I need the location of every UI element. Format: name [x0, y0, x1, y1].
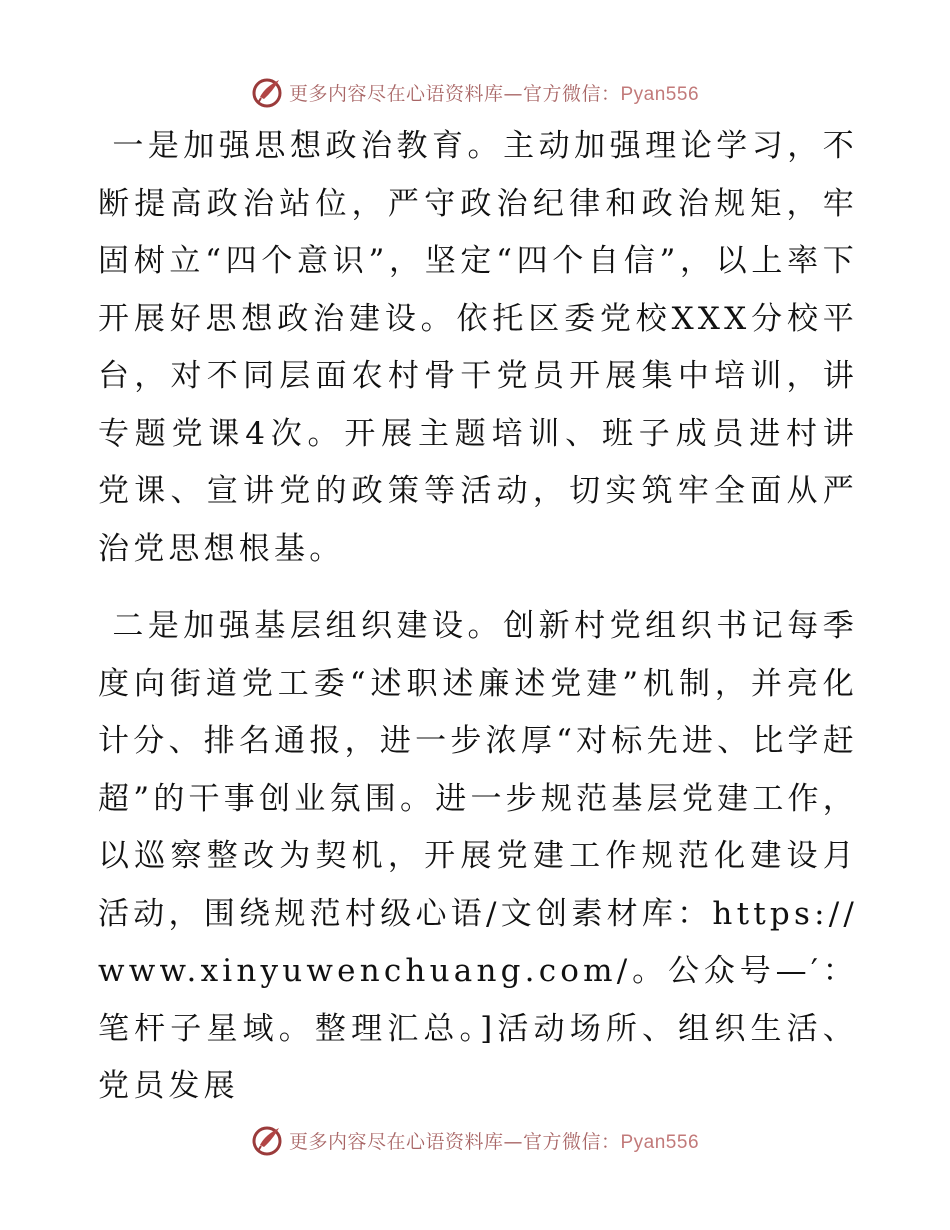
watermark-separator: — [503, 1130, 523, 1153]
watermark-wechat-label: 官方微信： [522, 82, 621, 105]
quill-pen-icon [251, 75, 285, 109]
watermark-text [289, 79, 699, 106]
watermark-text [289, 1127, 699, 1154]
watermark-wechat-label: 官方微信： [522, 1130, 621, 1153]
paragraph-text: 一是加强思想政治教育。主动加强理论学习，不断提高政治站位，严守政治纪律和政治规矩，牢固树立“四个意识”，坚定“四个自信”，以上率下开展好思想政治建设。依托区委党校XXX分校平台，对不同层面农村骨干党员开展集中培训，讲专题党课4次。开展主题培训、班子成员进村讲党课、宣讲党的政策等活动，切实筑牢全面从严治党思想根基。 [98, 128, 858, 567]
watermark-wechat-id: Pyan556 [620, 1131, 700, 1153]
paragraph-thought-education [98, 118, 858, 578]
document-body [98, 118, 858, 1116]
watermark-site-text: 更多内容尽在心语资料库 [288, 1130, 504, 1153]
paragraph-organization-building [98, 598, 858, 1116]
header-watermark [0, 72, 950, 112]
watermark-separator: — [503, 82, 523, 105]
footer-watermark [0, 1120, 950, 1160]
watermark-site-text: 更多内容尽在心语资料库 [288, 82, 504, 105]
quill-pen-icon [251, 1123, 285, 1157]
watermark-wechat-id: Pyan556 [620, 83, 700, 105]
paragraph-text: 二是加强基层组织建设。创新村党组织书记每季度向街道党工委“述职述廉述党建”机制，并亮化计分、排名通报，进一步浓厚“对标先进、比学赶超”的干事创业氛围。进一步规范基层党建工作，以巡察整改为契机，开展党建工作规范化建设月活动，围绕规范村级心语/文创素材库：https://www.xinyuwenchuang.com/。公众号—′：笔杆子星域。整理汇总。]活动场所、组织生活、党员发展 [98, 608, 858, 1104]
